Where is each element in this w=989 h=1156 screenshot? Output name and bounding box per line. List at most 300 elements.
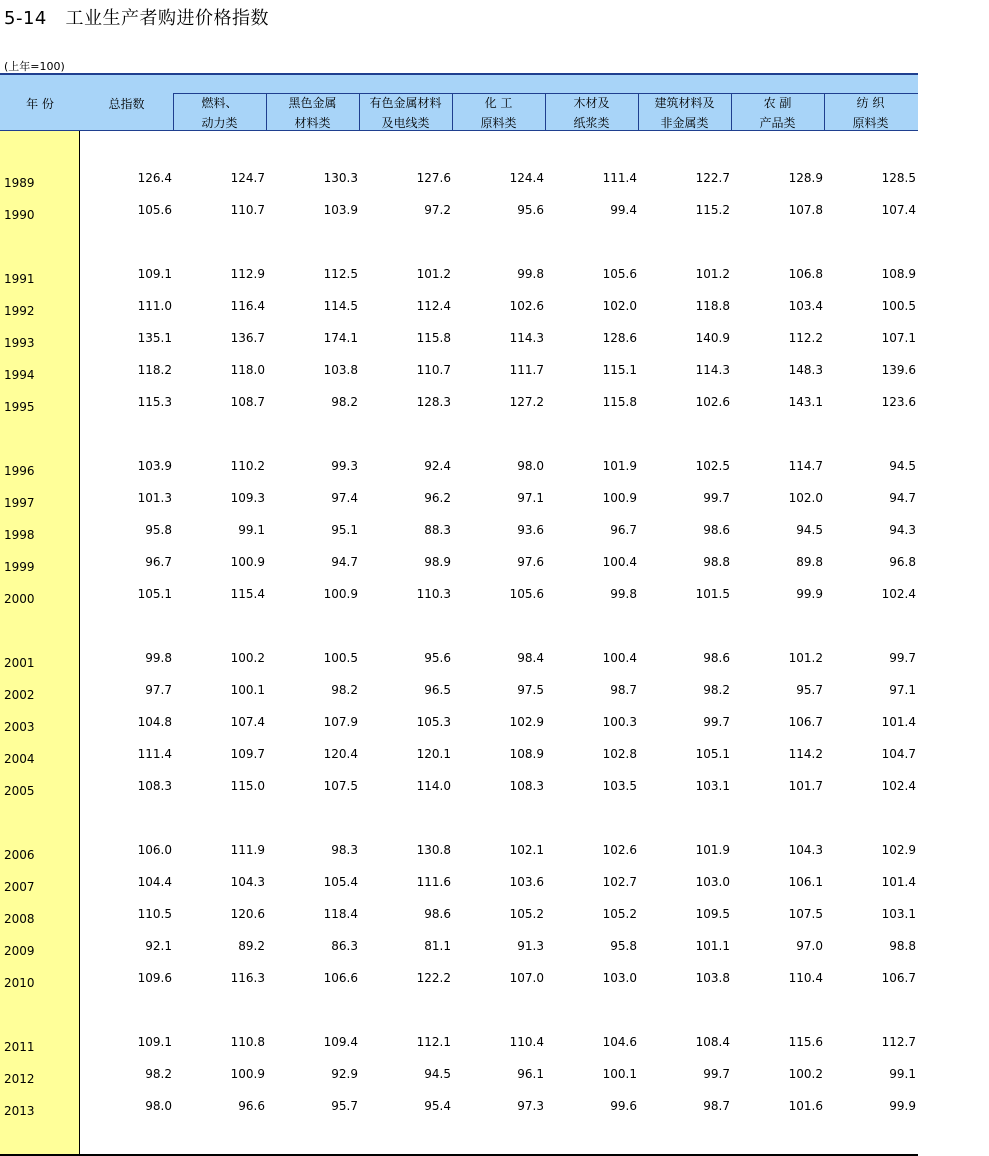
header-total-index: 总指数 (108, 97, 145, 111)
row-value: 101.2 (695, 267, 730, 281)
row-value: 128.6 (602, 331, 637, 345)
row-value: 99.7 (703, 715, 730, 729)
table-row (0, 1037, 918, 1057)
header-column (638, 93, 731, 133)
row-value: 104.4 (137, 875, 172, 889)
row-value: 107.0 (509, 971, 544, 985)
table-row (0, 589, 918, 609)
row-value: 108.3 (137, 779, 172, 793)
header-column-line2: 及电线类 (381, 116, 430, 130)
row-value: 101.5 (695, 587, 730, 601)
row-value: 98.9 (424, 555, 451, 569)
row-value: 105.6 (602, 267, 637, 281)
row-value: 103.8 (323, 363, 358, 377)
row-value: 89.2 (238, 939, 265, 953)
row-value: 105.4 (323, 875, 358, 889)
row-year: 2008 (4, 912, 35, 926)
row-value: 105.2 (509, 907, 544, 921)
row-value: 97.7 (145, 683, 172, 697)
table-row (0, 333, 918, 353)
row-value: 98.4 (517, 651, 544, 665)
row-value: 102.8 (602, 747, 637, 761)
row-value: 107.4 (881, 203, 916, 217)
row-value: 108.4 (695, 1035, 730, 1049)
row-value: 174.1 (323, 331, 358, 345)
row-value: 105.3 (416, 715, 451, 729)
row-value: 120.4 (323, 747, 358, 761)
row-value: 98.2 (331, 395, 358, 409)
row-value: 107.5 (323, 779, 358, 793)
row-value: 114.2 (788, 747, 823, 761)
row-value: 94.3 (889, 523, 916, 537)
row-value: 99.7 (703, 1067, 730, 1081)
row-value: 102.9 (881, 843, 916, 857)
row-value: 103.8 (695, 971, 730, 985)
row-value: 118.4 (323, 907, 358, 921)
table-row (0, 941, 918, 961)
row-value: 110.7 (230, 203, 265, 217)
row-year: 2013 (4, 1104, 35, 1118)
row-value: 98.8 (889, 939, 916, 953)
row-value: 106.6 (323, 971, 358, 985)
row-year: 1998 (4, 528, 35, 542)
header-column (731, 93, 824, 133)
row-value: 115.1 (602, 363, 637, 377)
row-value: 107.5 (788, 907, 823, 921)
row-value: 109.5 (695, 907, 730, 921)
table-row (0, 653, 918, 673)
row-value: 98.6 (424, 907, 451, 921)
row-value: 95.8 (610, 939, 637, 953)
row-year: 1997 (4, 496, 35, 510)
header-column-line1: 农 副 (763, 96, 792, 110)
row-value: 114.3 (509, 331, 544, 345)
row-year: 1991 (4, 272, 35, 286)
row-value: 118.2 (137, 363, 172, 377)
row-value: 103.9 (323, 203, 358, 217)
row-value: 102.0 (788, 491, 823, 505)
row-value: 96.8 (889, 555, 916, 569)
row-value: 95.6 (517, 203, 544, 217)
row-value: 127.2 (509, 395, 544, 409)
header-column (824, 93, 917, 133)
row-value: 102.4 (881, 779, 916, 793)
row-year: 1993 (4, 336, 35, 350)
header-column-line1: 化 工 (484, 96, 513, 110)
page-title: 5-14 工业生产者购进价格指数 (4, 8, 270, 29)
table-row (0, 877, 918, 897)
table-row (0, 909, 918, 929)
row-value: 101.2 (416, 267, 451, 281)
row-value: 100.4 (602, 555, 637, 569)
row-year: 2011 (4, 1040, 35, 1054)
row-year: 1990 (4, 208, 35, 222)
row-year: 2001 (4, 656, 35, 670)
row-year: 2007 (4, 880, 35, 894)
row-value: 96.2 (424, 491, 451, 505)
header-column (359, 93, 452, 133)
row-value: 99.1 (889, 1067, 916, 1081)
row-value: 97.5 (517, 683, 544, 697)
row-value: 123.6 (881, 395, 916, 409)
row-value: 112.7 (881, 1035, 916, 1049)
row-value: 98.6 (703, 523, 730, 537)
row-value: 114.0 (416, 779, 451, 793)
row-value: 102.4 (881, 587, 916, 601)
row-value: 101.9 (695, 843, 730, 857)
row-value: 101.1 (695, 939, 730, 953)
row-value: 96.6 (238, 1099, 265, 1113)
row-value: 98.2 (703, 683, 730, 697)
row-value: 103.1 (695, 779, 730, 793)
row-value: 102.5 (695, 459, 730, 473)
row-value: 115.2 (695, 203, 730, 217)
header-column-line1: 黑色金属 (288, 96, 337, 110)
row-value: 98.0 (517, 459, 544, 473)
row-value: 100.9 (323, 587, 358, 601)
row-value: 103.6 (509, 875, 544, 889)
unit-note: (上年=100) (4, 60, 65, 73)
table-row (0, 365, 918, 385)
row-value: 95.6 (424, 651, 451, 665)
row-value: 128.9 (788, 171, 823, 185)
table-row (0, 1101, 918, 1121)
row-value: 103.4 (788, 299, 823, 313)
row-value: 120.1 (416, 747, 451, 761)
row-value: 99.1 (238, 523, 265, 537)
header-column-line2: 原料类 (480, 116, 517, 130)
row-value: 101.3 (137, 491, 172, 505)
row-value: 102.6 (509, 299, 544, 313)
row-value: 108.9 (881, 267, 916, 281)
row-value: 104.3 (230, 875, 265, 889)
row-value: 102.6 (695, 395, 730, 409)
row-value: 110.8 (230, 1035, 265, 1049)
row-value: 111.6 (416, 875, 451, 889)
row-value: 109.1 (137, 267, 172, 281)
header-column-line2: 产品类 (759, 116, 796, 130)
row-value: 102.9 (509, 715, 544, 729)
row-value: 100.4 (602, 651, 637, 665)
row-value: 103.0 (602, 971, 637, 985)
row-value: 130.8 (416, 843, 451, 857)
row-year: 2010 (4, 976, 35, 990)
row-value: 111.4 (137, 747, 172, 761)
row-year: 1992 (4, 304, 35, 318)
row-value: 107.9 (323, 715, 358, 729)
row-value: 105.6 (137, 203, 172, 217)
row-value: 106.1 (788, 875, 823, 889)
header-column-line2: 原料类 (852, 116, 889, 130)
row-year: 1996 (4, 464, 35, 478)
row-value: 101.6 (788, 1099, 823, 1113)
row-value: 103.5 (602, 779, 637, 793)
row-value: 95.7 (796, 683, 823, 697)
table-row (0, 301, 918, 321)
row-value: 124.7 (230, 171, 265, 185)
table-row (0, 397, 918, 417)
row-value: 97.0 (796, 939, 823, 953)
row-value: 107.1 (881, 331, 916, 345)
row-value: 114.3 (695, 363, 730, 377)
row-value: 105.1 (695, 747, 730, 761)
row-year: 2006 (4, 848, 35, 862)
row-value: 100.2 (788, 1067, 823, 1081)
row-value: 108.3 (509, 779, 544, 793)
row-value: 105.2 (602, 907, 637, 921)
row-value: 97.4 (331, 491, 358, 505)
row-value: 109.4 (323, 1035, 358, 1049)
header-column-line2: 纸浆类 (573, 116, 610, 130)
row-value: 106.8 (788, 267, 823, 281)
header-column (452, 93, 545, 133)
row-year: 2002 (4, 688, 35, 702)
row-value: 136.7 (230, 331, 265, 345)
row-value: 99.8 (610, 587, 637, 601)
header-column-line2: 动力类 (201, 116, 238, 130)
row-value: 135.1 (137, 331, 172, 345)
row-value: 118.0 (230, 363, 265, 377)
row-value: 127.6 (416, 171, 451, 185)
row-value: 92.4 (424, 459, 451, 473)
row-value: 96.1 (517, 1067, 544, 1081)
row-value: 94.5 (424, 1067, 451, 1081)
row-value: 111.0 (137, 299, 172, 313)
row-value: 107.4 (230, 715, 265, 729)
row-value: 105.1 (137, 587, 172, 601)
row-value: 115.0 (230, 779, 265, 793)
row-value: 102.1 (509, 843, 544, 857)
row-value: 99.9 (796, 587, 823, 601)
row-value: 110.4 (788, 971, 823, 985)
row-value: 110.5 (137, 907, 172, 921)
row-value: 92.9 (331, 1067, 358, 1081)
row-value: 95.4 (424, 1099, 451, 1113)
row-value: 118.8 (695, 299, 730, 313)
row-value: 128.3 (416, 395, 451, 409)
row-value: 102.0 (602, 299, 637, 313)
row-value: 101.4 (881, 875, 916, 889)
row-value: 100.9 (230, 555, 265, 569)
row-year: 2003 (4, 720, 35, 734)
row-value: 94.7 (889, 491, 916, 505)
row-value: 99.7 (889, 651, 916, 665)
header-column (266, 93, 359, 133)
row-value: 98.6 (703, 651, 730, 665)
row-value: 124.4 (509, 171, 544, 185)
row-value: 99.4 (610, 203, 637, 217)
table-row (0, 1069, 918, 1089)
row-value: 106.7 (881, 971, 916, 985)
row-value: 103.1 (881, 907, 916, 921)
table-row (0, 685, 918, 705)
header-column-line1: 建筑材料及 (654, 96, 715, 110)
table-row (0, 781, 918, 801)
header-column-line1: 纺 织 (856, 96, 885, 110)
header-column-line2: 材料类 (294, 116, 331, 130)
row-value: 99.3 (331, 459, 358, 473)
header-column-line2: 非金属类 (660, 116, 709, 130)
row-year: 2004 (4, 752, 35, 766)
header-column-line1: 有色金属材料 (369, 96, 442, 110)
row-value: 100.1 (230, 683, 265, 697)
row-year: 2000 (4, 592, 35, 606)
row-value: 95.7 (331, 1099, 358, 1113)
row-value: 102.6 (602, 843, 637, 857)
table-row (0, 525, 918, 545)
row-value: 110.2 (230, 459, 265, 473)
row-value: 112.9 (230, 267, 265, 281)
row-value: 81.1 (424, 939, 451, 953)
row-value: 104.6 (602, 1035, 637, 1049)
row-value: 112.4 (416, 299, 451, 313)
row-year: 2012 (4, 1072, 35, 1086)
row-value: 108.9 (509, 747, 544, 761)
row-value: 106.0 (137, 843, 172, 857)
row-value: 98.2 (145, 1067, 172, 1081)
row-year: 1995 (4, 400, 35, 414)
row-value: 98.2 (331, 683, 358, 697)
row-value: 101.7 (788, 779, 823, 793)
row-value: 130.3 (323, 171, 358, 185)
row-value: 100.3 (602, 715, 637, 729)
row-year: 1994 (4, 368, 35, 382)
table-row (0, 173, 918, 193)
row-value: 97.6 (517, 555, 544, 569)
row-value: 93.6 (517, 523, 544, 537)
row-value: 104.7 (881, 747, 916, 761)
table-row (0, 493, 918, 513)
row-value: 106.7 (788, 715, 823, 729)
row-value: 103.9 (137, 459, 172, 473)
row-value: 94.5 (889, 459, 916, 473)
row-value: 100.5 (323, 651, 358, 665)
row-value: 100.9 (230, 1067, 265, 1081)
row-value: 100.1 (602, 1067, 637, 1081)
row-value: 97.1 (517, 491, 544, 505)
header-year: 年 份 (26, 97, 54, 111)
row-value: 86.3 (331, 939, 358, 953)
row-value: 139.6 (881, 363, 916, 377)
row-value: 122.2 (416, 971, 451, 985)
row-year: 2005 (4, 784, 35, 798)
row-value: 126.4 (137, 171, 172, 185)
row-value: 96.7 (145, 555, 172, 569)
row-value: 143.1 (788, 395, 823, 409)
row-value: 104.3 (788, 843, 823, 857)
row-value: 115.8 (602, 395, 637, 409)
row-value: 110.7 (416, 363, 451, 377)
row-value: 99.7 (703, 491, 730, 505)
row-value: 109.3 (230, 491, 265, 505)
row-value: 99.8 (145, 651, 172, 665)
header-column (545, 93, 638, 133)
row-value: 120.6 (230, 907, 265, 921)
table-row (0, 749, 918, 769)
header-column (173, 93, 266, 133)
row-value: 111.7 (509, 363, 544, 377)
row-value: 110.3 (416, 587, 451, 601)
row-value: 96.7 (610, 523, 637, 537)
row-value: 109.1 (137, 1035, 172, 1049)
row-value: 99.9 (889, 1099, 916, 1113)
row-value: 100.5 (881, 299, 916, 313)
row-value: 109.7 (230, 747, 265, 761)
row-value: 109.6 (137, 971, 172, 985)
row-value: 112.5 (323, 267, 358, 281)
row-value: 98.0 (145, 1099, 172, 1113)
row-value: 89.8 (796, 555, 823, 569)
row-value: 95.1 (331, 523, 358, 537)
row-value: 94.7 (331, 555, 358, 569)
table-row (0, 269, 918, 289)
row-value: 128.5 (881, 171, 916, 185)
row-value: 98.3 (331, 843, 358, 857)
row-value: 101.9 (602, 459, 637, 473)
row-value: 104.8 (137, 715, 172, 729)
row-value: 101.2 (788, 651, 823, 665)
row-value: 97.2 (424, 203, 451, 217)
row-value: 98.7 (703, 1099, 730, 1113)
row-value: 111.9 (230, 843, 265, 857)
row-value: 99.6 (610, 1099, 637, 1113)
row-value: 92.1 (145, 939, 172, 953)
header-column-line1: 燃料、 (201, 96, 238, 110)
row-value: 122.7 (695, 171, 730, 185)
row-value: 94.5 (796, 523, 823, 537)
table-row (0, 557, 918, 577)
row-value: 88.3 (424, 523, 451, 537)
row-value: 105.6 (509, 587, 544, 601)
row-value: 114.5 (323, 299, 358, 313)
table-row (0, 461, 918, 481)
header-column-line1: 木材及 (573, 96, 610, 110)
row-value: 97.3 (517, 1099, 544, 1113)
row-year: 1989 (4, 176, 35, 190)
row-value: 148.3 (788, 363, 823, 377)
row-value: 97.1 (889, 683, 916, 697)
row-value: 114.7 (788, 459, 823, 473)
row-value: 115.8 (416, 331, 451, 345)
table-row (0, 717, 918, 737)
row-value: 115.3 (137, 395, 172, 409)
row-value: 100.2 (230, 651, 265, 665)
row-value: 95.8 (145, 523, 172, 537)
row-value: 115.6 (788, 1035, 823, 1049)
row-value: 140.9 (695, 331, 730, 345)
row-value: 111.4 (602, 171, 637, 185)
row-value: 96.5 (424, 683, 451, 697)
row-value: 103.0 (695, 875, 730, 889)
row-value: 110.4 (509, 1035, 544, 1049)
row-value: 116.4 (230, 299, 265, 313)
row-value: 116.3 (230, 971, 265, 985)
row-value: 112.2 (788, 331, 823, 345)
table-row (0, 205, 918, 225)
row-year: 1999 (4, 560, 35, 574)
row-value: 112.1 (416, 1035, 451, 1049)
row-value: 108.7 (230, 395, 265, 409)
row-value: 115.4 (230, 587, 265, 601)
row-value: 107.8 (788, 203, 823, 217)
row-value: 98.8 (703, 555, 730, 569)
row-value: 102.7 (602, 875, 637, 889)
table-row (0, 845, 918, 865)
row-value: 98.7 (610, 683, 637, 697)
row-year: 2009 (4, 944, 35, 958)
row-value: 99.8 (517, 267, 544, 281)
row-value: 100.9 (602, 491, 637, 505)
